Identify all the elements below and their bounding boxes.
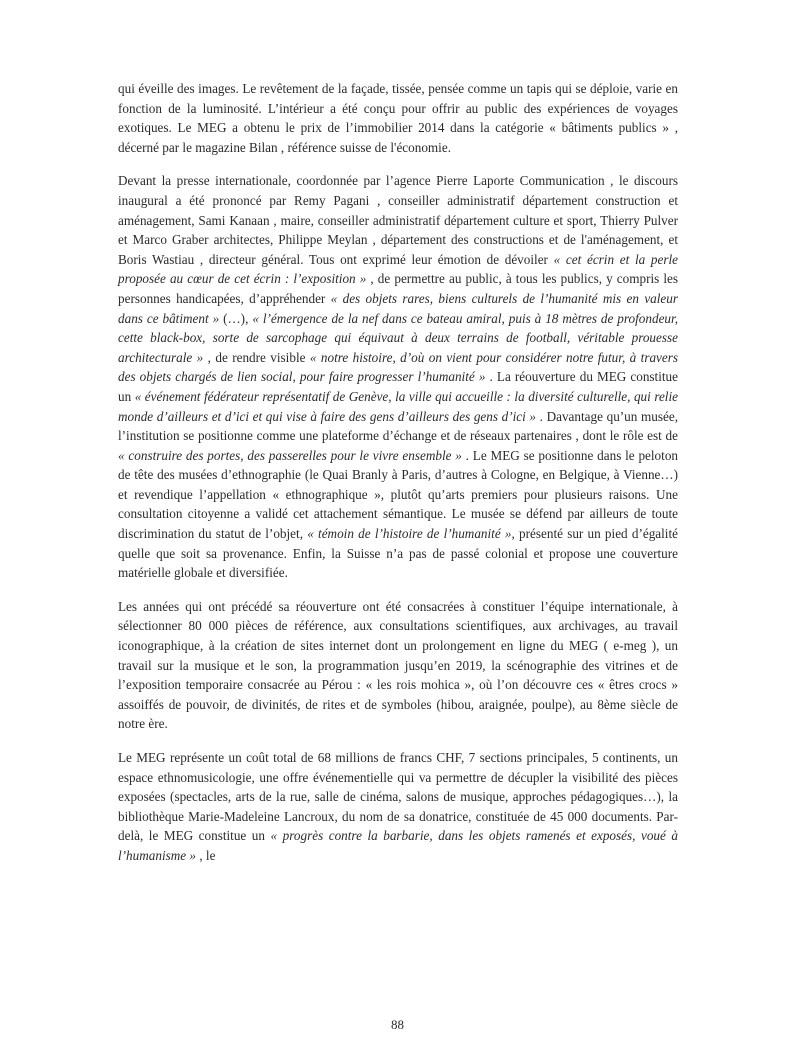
text-run: , le	[196, 847, 216, 863]
quote-run: « des objets rares, biens culturels de l’humanité mis en valeur dans ce bâtiment »	[118, 290, 679, 326]
quote-run: « progrès contre la barbarie, dans les objets ramenés et exposés, voué à l’humanisme »	[118, 828, 678, 863]
quote-run: « notre histoire, d’où on vient pour considérer notre futur, à travers des objets chargés de lien social, pour faire progresser l’humanité »	[118, 349, 679, 385]
page-body	[118, 79, 678, 880]
quote-run: « événement fédérateur représentatif de Genève, la ville qui accueille : la diversité culturelle, qui relie monde d’ailleurs et d’ici et qui vise à faire des gens d’ailleurs des gens d’ici »	[118, 388, 678, 424]
text-run: . Davantage qu’un musée, l’institution se positionne comme une plateforme d’échange et de réseaux partenaires , dont le rôle est de	[118, 408, 678, 444]
paragraph-4	[118, 748, 678, 866]
paragraph-3	[118, 597, 678, 734]
quote-run: « témoin de l’histoire de l’humanité »	[307, 526, 512, 542]
text-run: , présenté sur un pied d’égalité quelle que soit sa provenance. Enfin, la Suisse n’a pas de passé colonial et propose une couverture matérielle globale et diversifiée.	[118, 526, 678, 581]
text-run: (…),	[219, 310, 253, 326]
paragraph-1	[118, 79, 678, 157]
text-run: . La réouverture du MEG constitue un	[118, 369, 678, 404]
text-run: Le MEG représente un coût total de 68 millions de francs CHF, 7 sections principales, 5 continents, un espace ethnomusicologie, une offre événementielle qui va permettre de décupler la visibilité des pièces exposées (spectacles, arts de la rue, salle de cinéma, salons de musique, approches pédagogiques…), la bibliothèque Marie-Madeleine Lancroux, du nom de sa donatrice, constituée de 45 000 documents. Par-delà, le MEG constitue un	[118, 750, 678, 844]
quote-run: « cet écrin et la perle proposée au cœur de cet écrin : l’exposition »	[118, 251, 678, 287]
quote-run: « construire des portes, des passerelles pour le vivre ensemble »	[118, 447, 462, 463]
text-run: Devant la presse internationale, coordonnée par l’agence Pierre Laporte Communication , le discours inaugural a été prononcé par Remy Pagani , conseiller administratif département construction et aménagement, Sami Kanaan , maire, conseiller administratif département culture et sport, Thierry Pulver et Marco Graber architectes, Philippe Meylan , département des constructions et de l'aménagement, et Boris Wastiau , directeur général. Tous ont exprimé leur émotion de dévoiler	[118, 173, 678, 267]
text-run: Les années qui ont précédé sa réouverture ont été consacrées à constituer l’équipe internationale, à sélectionner 80 000 pièces de référence, aux consultations scientifiques, aux archivages, au travail iconographique, à la création de sites internet dont un prolongement en ligne du MEG ( e-meg ), un travail sur la musique et le son, la programmation jusqu’en 2019, la scénographie des vitrines et de l’exposition temporaire consacrée au Pérou : « les rois mohica », où l’on découvre ces « êtres crocs » assoiffés de pouvoir, de divinités, de rites et de symboles (hibou, araignée, poulpe), au 8ème siècle de notre ère.	[118, 598, 678, 732]
text-run: . Le MEG se positionne dans le peloton de tête des musées d’ethnographie (le Quai Branly à Paris, d’autres à Cologne, en Belgique, à Vienne…) et revendique l’appellation « ethnographique », plutôt qu’arts premiers pour plusieurs raisons. Une consultation citoyenne a validé cet attachement sémantique. Le musée se défend par ailleurs de toute discrimination du statut de l’objet,	[118, 447, 679, 542]
quote-run: « l’émergence de la nef dans ce bateau amiral, puis à 18 mètres de profondeur, cette black-box, sorte de sarcophage qui équivaut à deux terrains de football, véritable prouesse architecturale »	[118, 310, 678, 365]
text-run: qui éveille des images. Le revêtement de la façade, tissée, pensée comme un tapis qui se déploie, varie en fonction de la luminosité. L’intérieur a été conçu pour offrir au public des expériences de voyages exotiques. Le MEG a obtenu le prix de l’immobilier 2014 dans la catégorie « bâtiments publics » , décerné par le magazine Bilan , référence suisse de l'économie.	[118, 81, 678, 155]
paragraph-2	[118, 171, 678, 582]
page-number: 88	[391, 1017, 404, 1032]
text-run: , de rendre visible	[203, 349, 310, 365]
text-run: , de permettre au public, à tous les publics, y compris les personnes handicapées, d’appréhender	[118, 271, 679, 306]
